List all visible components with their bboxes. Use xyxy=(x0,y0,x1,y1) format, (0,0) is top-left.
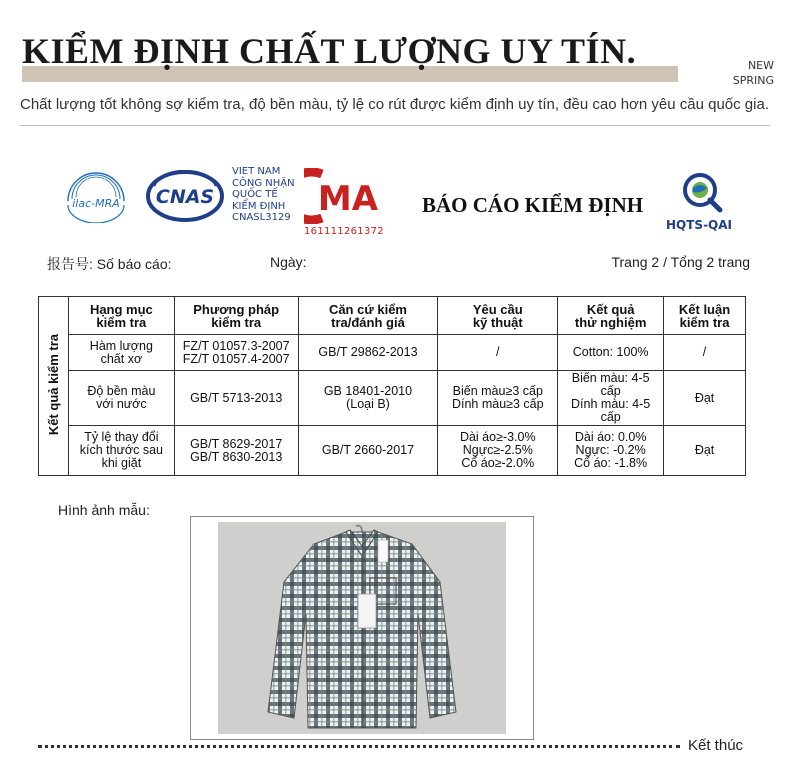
header-test-method xyxy=(174,297,298,335)
test-results-table xyxy=(38,296,746,476)
table-cell: Đạt xyxy=(664,426,746,476)
table-cell: GB/T 2660-2017 xyxy=(298,426,438,476)
sample-shirt-photo xyxy=(218,522,506,734)
season-tag xyxy=(714,58,774,88)
header-result xyxy=(558,297,664,335)
page-subtitle: Chất lượng tốt không sợ kiểm tra, độ bền màu, tỷ lệ co rút được kiểm định uy tín, đều cao hơn yêu cầu quốc gia. xyxy=(20,96,769,113)
ilac-mra-logo xyxy=(62,165,130,223)
results-side-label: Kết quả kiểm tra xyxy=(45,333,61,436)
table-cell: / xyxy=(664,335,746,371)
table-cell: Đạt xyxy=(664,371,746,426)
table-cell: Tỷ lệ thay đổi kích thước sau khi giặt xyxy=(68,426,174,476)
table-cell: Dài áo≥-3.0% Ngực≥-2.5% Cổ áo≥-2.0% xyxy=(438,426,558,476)
ilac-logo-text: ilac-MRA xyxy=(72,197,120,210)
table-cell: FZ/T 01057.3-2007 FZ/T 01057.4-2007 xyxy=(174,335,298,371)
header-conclusion-text: Kết luận kiểm tra xyxy=(678,301,731,330)
table-cell: / xyxy=(438,335,558,371)
table-cell: Cotton: 100% xyxy=(558,335,664,371)
table-header-row xyxy=(39,297,746,335)
table-row xyxy=(39,426,746,476)
header-test-method-text: Phương pháp kiểm tra xyxy=(193,301,280,330)
table-row xyxy=(39,371,746,426)
end-label: Kết thúc xyxy=(688,737,744,754)
table-cell: GB/T 8629-2017 GB/T 8630-2013 xyxy=(174,426,298,476)
cma-number: 161111261372 xyxy=(304,226,384,237)
cnas-logo xyxy=(146,170,224,222)
header-requirement-text: Yêu cầu kỹ thuật xyxy=(472,301,523,330)
hqts-label: HQTS-QAI xyxy=(666,218,733,232)
sample-image-label: Hình ảnh mẫu: xyxy=(58,502,150,518)
table-cell: GB/T 5713-2013 xyxy=(174,371,298,426)
cnas-logo-text: CNAS xyxy=(155,186,215,208)
report-title: BÁO CÁO KIỂM ĐỊNH xyxy=(422,193,644,217)
table-row xyxy=(39,335,746,371)
header-test-item-text: Hạng mục kiểm tra xyxy=(89,301,153,330)
header-requirement xyxy=(438,297,558,335)
cma-logo xyxy=(304,168,382,224)
cma-logo-text: MA xyxy=(317,179,379,219)
header-basis-text: Căn cứ kiểm tra/đánh giá xyxy=(328,301,407,330)
date-label: Ngày: xyxy=(270,254,307,270)
table-cell: Hàm lượng chất xơ xyxy=(68,335,174,371)
results-side-label-cell xyxy=(39,297,69,476)
header-conclusion xyxy=(664,297,746,335)
table-cell: Biến màu≥3 cấp Dính màu≥3 cấp xyxy=(438,371,558,426)
hqts-qai-logo xyxy=(676,170,730,214)
page-title: KIỂM ĐỊNH CHẤT LƯỢNG UY TÍN. xyxy=(22,31,637,71)
header-test-item xyxy=(68,297,174,335)
report-number-label: 报告号: Số báo cáo: xyxy=(47,256,172,272)
table-cell: GB/T 29862-2013 xyxy=(298,335,438,371)
cnas-caption: VIET NAM CÔNG NHẬN QUỐC TẾ KIỂM ĐỊNH CNASL3129 xyxy=(232,166,295,223)
table-cell: Độ bền màu với nước xyxy=(68,371,174,426)
page-indicator: Trang 2 / Tổng 2 trang xyxy=(611,254,750,270)
season-tag-line1: NEW xyxy=(747,59,774,72)
season-tag-line2: SPRING xyxy=(732,74,774,87)
table-cell: GB 18401-2010 (Loại B) xyxy=(298,371,438,426)
footer-dotted-line xyxy=(38,745,680,748)
header-basis xyxy=(298,297,438,335)
header-divider xyxy=(20,125,770,126)
header-result-text: Kết quả thử nghiệm xyxy=(574,301,647,330)
table-cell: Biến màu: 4-5 cấp Dính màu: 4-5 cấp xyxy=(558,371,664,426)
table-cell: Dài áo: 0.0% Ngực: -0.2% Cổ áo: -1.8% xyxy=(558,426,664,476)
